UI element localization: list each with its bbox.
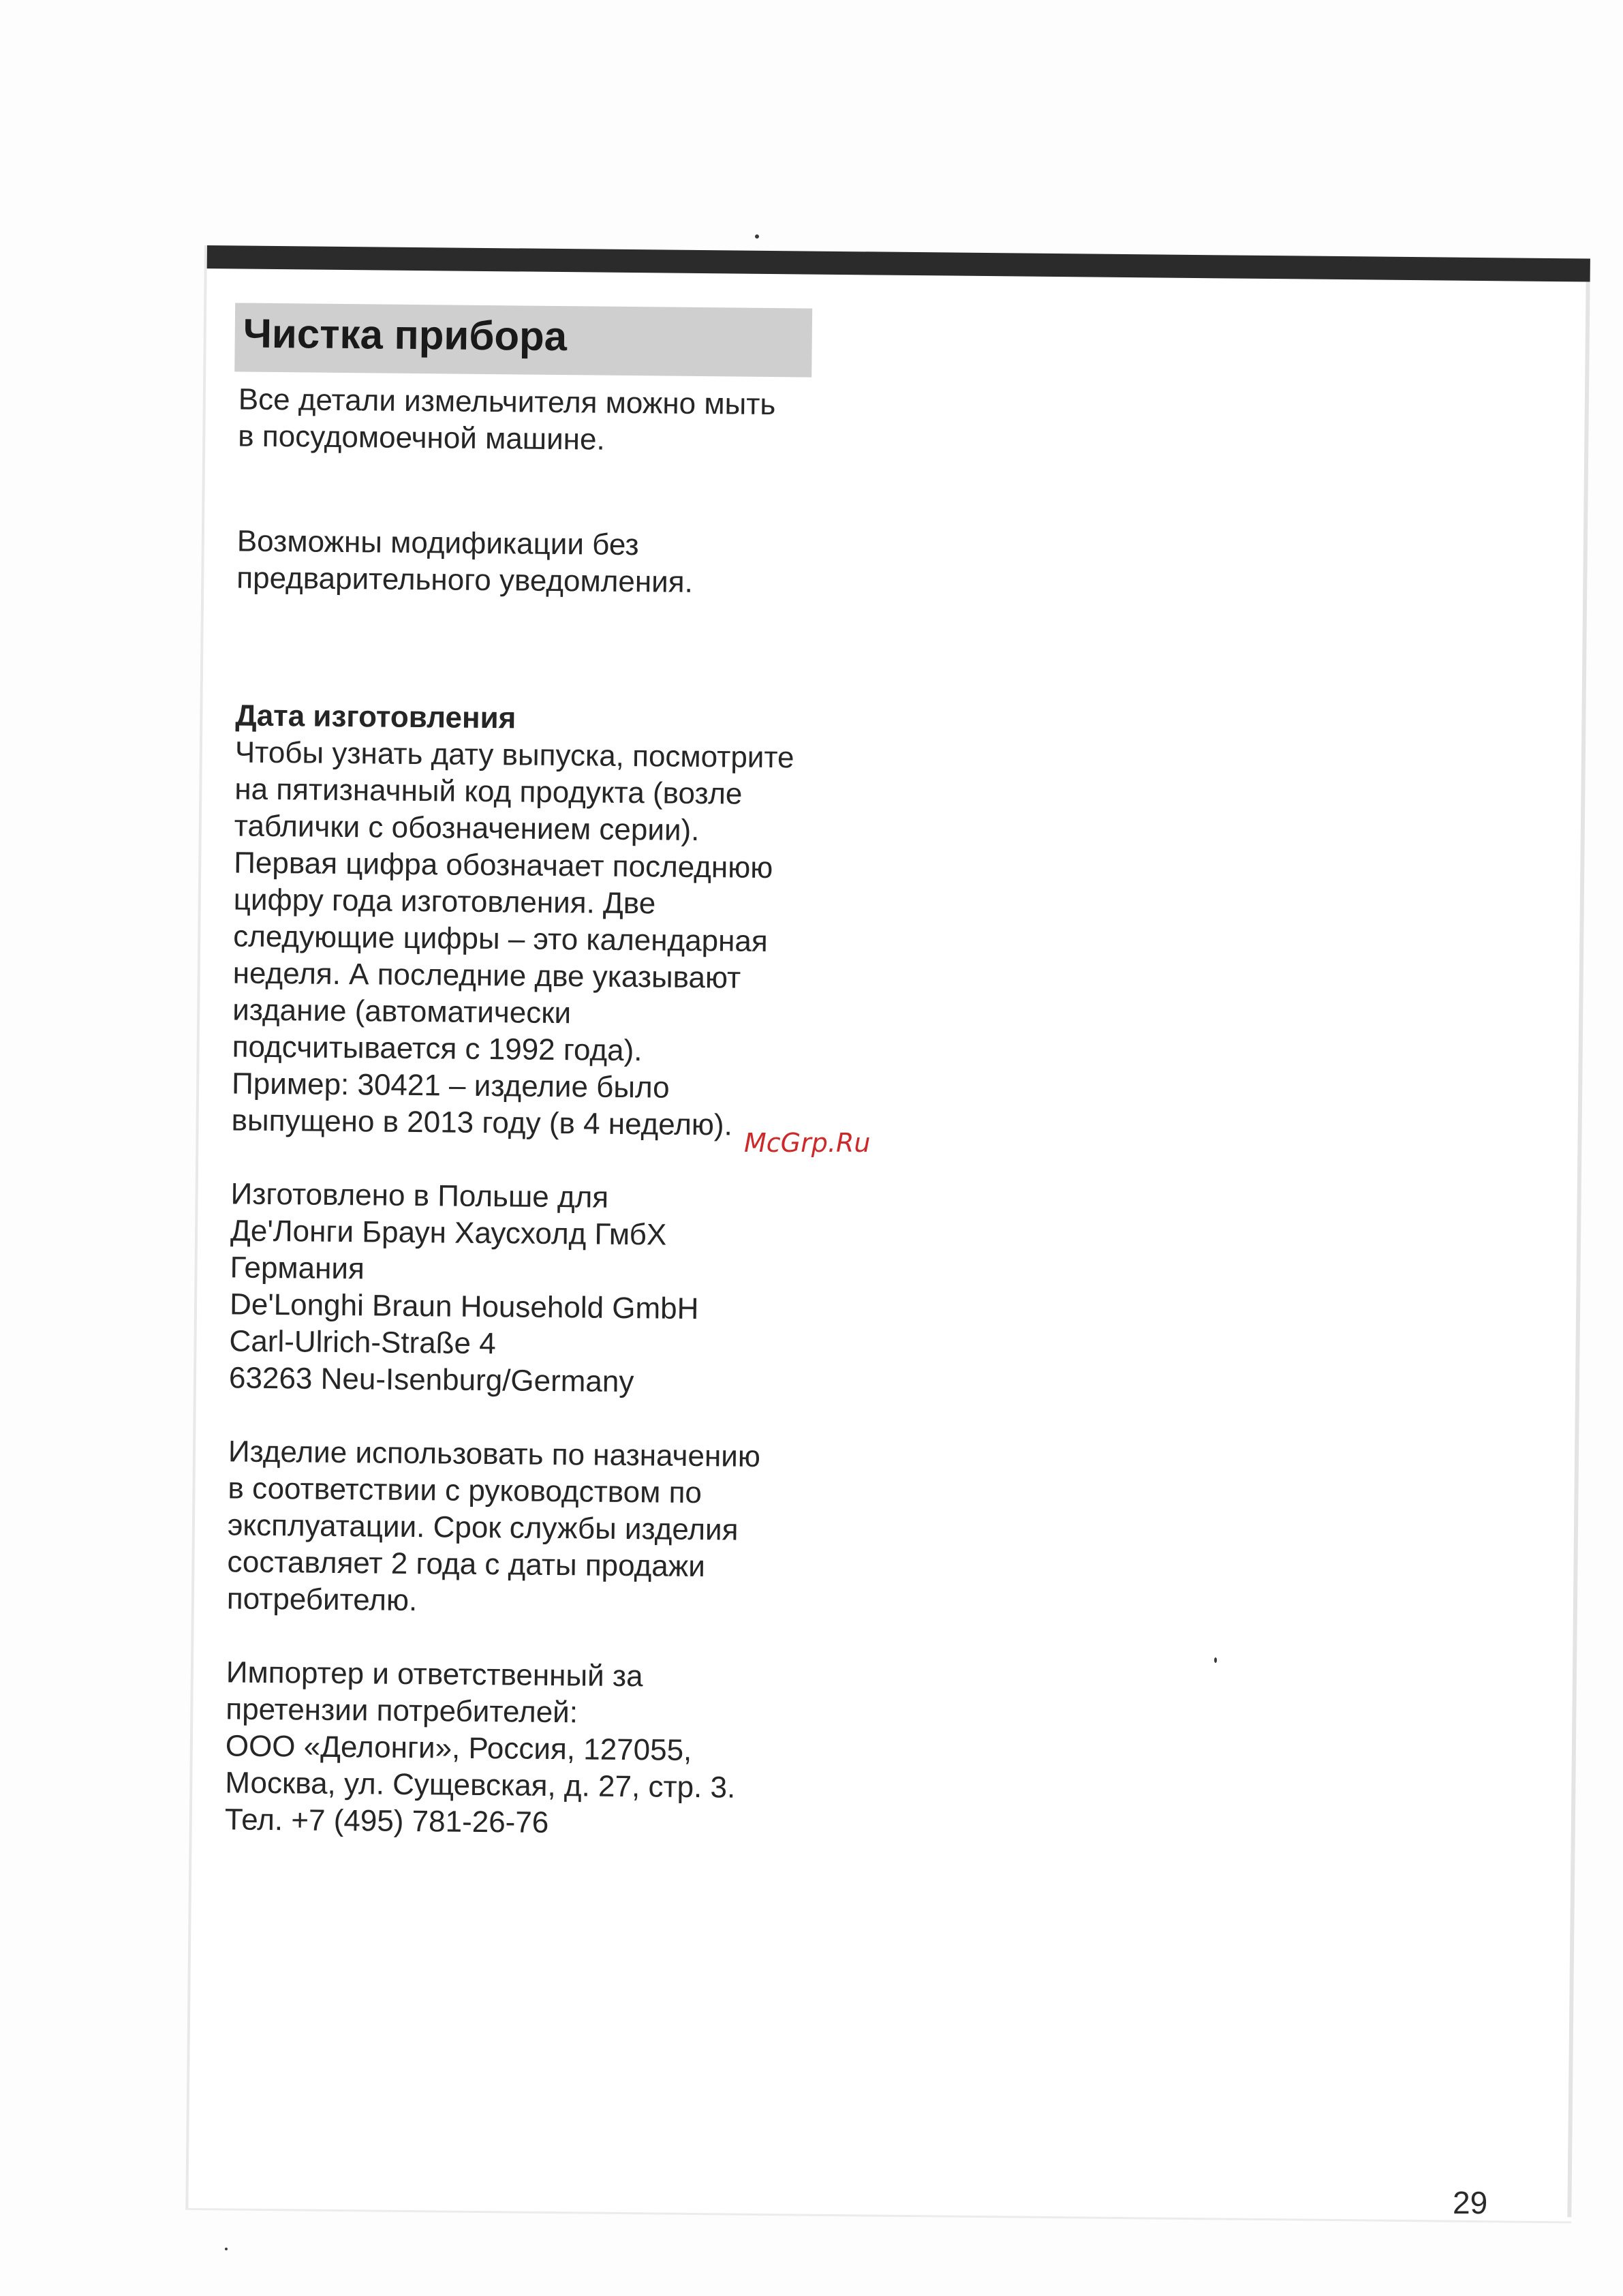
- manufacture-date-text: Чтобы узнать дату выпуска, посмотрите на пятизначный код продукта (возле таблички с обозначением серии). Первая цифра обозначает последнюю цифру года изготовления. Две следующие цифры – это календарная неделя. А последние две указывают издание (автоматически подсчитывается с 1992 года). Пример: 30421 – изделие было выпущено в 2013 году (в 4 неделю).: [231, 735, 794, 1142]
- scan-speck: [755, 234, 759, 239]
- manufacture-date-heading: Дата изготовления: [235, 699, 516, 735]
- usage-terms-text: Изделие использовать по назначению в соответствии с руководством по эксплуатации. Срок службы изделия составляет 2 года с даты продажи потребителю.: [226, 1435, 761, 1618]
- scan-speck: [1214, 1657, 1217, 1663]
- importer-info: Импортер и ответственный за претензии потребителей: ООО «Делонги», Россия, 127055, Москва, ул. Сущевская, д. 27, стр. 3. Тел. +7 (495) 781-26-76: [224, 1655, 736, 1839]
- watermark: McGrp.Ru: [744, 1128, 871, 1158]
- page-number: 29: [1453, 2185, 1488, 2220]
- top-black-rule: [207, 245, 1590, 281]
- cleaning-text: Все детали измельчителя можно мыть в посудомоечной машине.: [238, 382, 776, 457]
- section-title: Чистка прибора: [234, 303, 812, 377]
- manufacturer-address: Изготовлено в Польше для Де'Лонги Браун Хаусхолд ГмбХ Германия De'Longhi Braun Household GmbH Carl-Ulrich-Straße 4 63263 Neu-Isenburg/Germany: [228, 1177, 699, 1399]
- scan-speck: [225, 2248, 228, 2250]
- scanned-page: [185, 245, 1590, 2223]
- page-edge-shadow: [1567, 281, 1590, 2217]
- modifications-text: Возможны модификации без предварительного уведомления.: [236, 524, 694, 599]
- page-content: [225, 303, 921, 1844]
